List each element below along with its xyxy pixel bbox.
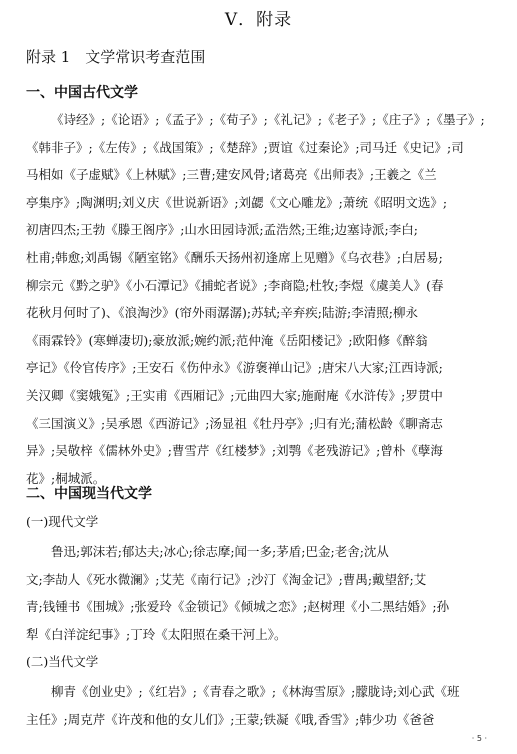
paragraph-line: 《三国演义》;吴承恩《西游记》;汤显祖《牡丹亭》;归有光;蒲松龄《聊斋志 <box>26 415 443 431</box>
paragraph-line: 柳宗元《黔之驴》《小石潭记》《捕蛇者说》;李商隐;杜牧;李煜《虞美人》(春 <box>26 277 444 293</box>
paragraph-line: 文;李劼人《死水微澜》;艾芜《南行记》;沙汀《淘金记》;曹禺;戴望舒;艾 <box>26 571 427 587</box>
page-title: V．附录 <box>224 10 293 30</box>
paragraph-line: 主任》;周克芹《许茂和他的女儿们》;王蒙;铁凝《哦,香雪》;韩少功《爸爸 <box>26 711 435 727</box>
paragraph-line: 亭记》《伶官传序》;王安石《伤仲永》《游褒禅山记》;唐宋八大家;江西诗派; <box>26 360 443 376</box>
section-heading-modern-contemporary: 二、中国现当代文学 <box>26 486 152 502</box>
paragraph-line: 花》;桐城派。 <box>26 470 106 486</box>
modern-literature-paragraph <box>26 538 492 648</box>
paragraph-line: 杜甫;韩愈;刘禹锡《陋室铭》《酬乐天扬州初逢席上见赠》《乌衣巷》;白居易; <box>26 249 443 265</box>
appendix-heading: 附录 1 文学常识考查范围 <box>26 48 206 66</box>
paragraph-line: 《诗经》;《论语》;《孟子》;《荀子》;《礼记》;《老子》;《庄子》;《墨子》; <box>51 112 485 127</box>
paragraph-line: 犁《白洋淀纪事》;丁玲《太阳照在桑干河上》。 <box>26 626 287 642</box>
contemporary-literature-paragraph <box>26 678 492 733</box>
paragraph-line: 青;钱锺书《围城》;张爱玲《金锁记》《倾城之恋》;赵树理《小二黑结婚》;孙 <box>26 599 450 615</box>
section-heading-ancient: 一、中国古代文学 <box>26 85 138 101</box>
ancient-literature-paragraph <box>26 106 492 492</box>
paragraph-line: 《韩非子》;《左传》;《战国策》;《楚辞》;贾谊《过秦论》;司马迁《史记》;司 <box>26 139 464 155</box>
paragraph-line: 鲁迅;郭沫若;郁达夫;冰心;徐志摩;闻一多;茅盾;巴金;老舍;沈从 <box>51 544 389 559</box>
subsection-heading-modern: (一)现代文学 <box>26 514 99 529</box>
page-number: · 5 · <box>471 734 487 743</box>
paragraph-line: 初唐四杰;王勃《滕王阁序》;山水田园诗派;孟浩然;王维;边塞诗派;李白; <box>26 222 418 238</box>
paragraph-line: 花秋月何时了)、《浪淘沙》(帘外雨潺潺);苏轼;辛弃疾;陆游;李清照;柳永 <box>26 305 418 321</box>
paragraph-line: 关汉卿《窦娥冤》;王实甫《西厢记》;元曲四大家;施耐庵《水浒传》;罗贯中 <box>26 387 443 403</box>
paragraph-line: 亭集序》;陶渊明;刘义庆《世说新语》;刘勰《文心雕龙》;萧统《昭明文选》; <box>26 194 448 210</box>
paragraph-line: 《雨霖铃》(寒蝉凄切);豪放派;婉约派;范仲淹《岳阳楼记》;欧阳修《醉翁 <box>26 332 428 348</box>
subsection-heading-contemporary: (二)当代文学 <box>26 654 99 669</box>
paragraph-line: 柳青《创业史》;《红岩》;《青春之歌》;《林海雪原》;朦胧诗;刘心武《班 <box>51 684 460 699</box>
paragraph-line: 异》;吴敬梓《儒林外史》;曹雪芹《红楼梦》;刘鹗《老残游记》;曾朴《孽海 <box>26 443 443 459</box>
paragraph-line: 马相如《子虚赋》《上林赋》;三曹;建安风骨;诸葛亮《出师表》;王羲之《兰 <box>26 167 437 183</box>
